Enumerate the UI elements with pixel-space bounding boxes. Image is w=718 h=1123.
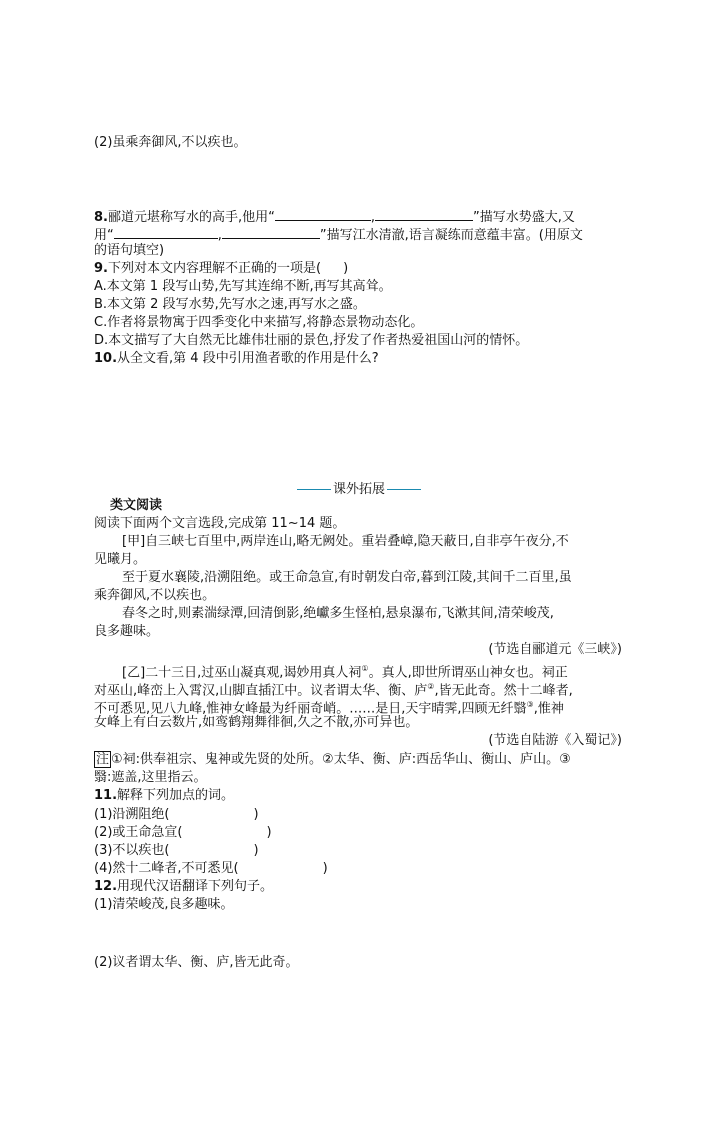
q9-option-a: A.本文第 1 段写山势,先写其连绵不断,再写其高耸。 bbox=[94, 279, 392, 294]
notes-label: 注 bbox=[96, 752, 110, 767]
passage-a-p2-line2: 乘奔御风,不以疾也。 bbox=[94, 588, 216, 603]
passage-b-line3-a: 不可悉见,见八九峰,惟神女峰最为纤丽奇峭。……是日,天宇晴霁,四顾无纤翳 bbox=[94, 701, 527, 717]
passage-b-line1-a: [乙]二十三日,过巫山凝真观,谒妙用真人祠 bbox=[122, 665, 362, 681]
section-subtitle: 类文阅读 bbox=[110, 498, 163, 513]
q9-option-d: D.本文描写了大自然无比雄伟壮丽的景色,抒发了作者热爱祖国山河的情怀。 bbox=[94, 333, 529, 348]
q8-text-c: ”描写水势盛大,又 bbox=[473, 210, 575, 225]
q8-text-d: 用“ bbox=[94, 228, 114, 243]
notes-line1 bbox=[94, 751, 571, 769]
section-title: 课外拓展 bbox=[332, 482, 385, 497]
section-rule-left bbox=[297, 489, 331, 490]
passage-a-p1-line2: 见曦月。 bbox=[94, 552, 147, 567]
section-heading bbox=[0, 478, 718, 497]
q9-stem-end: ) bbox=[343, 261, 349, 276]
passage-a-p3-line2: 良多趣味。 bbox=[94, 624, 160, 639]
q9-option-c: C.作者将景物寓于四季变化中来描写,将静态景物动态化。 bbox=[94, 315, 424, 330]
section-intro: 阅读下面两个文言选段,完成第 11~14 题。 bbox=[94, 516, 346, 531]
q11-item-1 bbox=[94, 806, 259, 824]
q8-number: 8. bbox=[94, 210, 108, 225]
q8-line-3: 的语句填空) bbox=[94, 243, 165, 258]
notes-line2: 翳:遮盖,这里指云。 bbox=[94, 770, 207, 785]
passage-b-line4: 女峰上有白云数片,如鸾鹤翔舞徘徊,久之不散,亦可异也。 bbox=[94, 715, 419, 730]
notes-text-1: ①祠:供奉祖宗、鬼神或先贤的处所。②太华、衡、庐:西岳华山、衡山、庐山。③ bbox=[111, 752, 571, 767]
passage-a-source: (节选自郦道元《三峡》) bbox=[488, 642, 622, 657]
q7-sentence-2: (2)虽乘奔御风,不以疾也。 bbox=[94, 135, 247, 150]
q10-number: 10. bbox=[94, 351, 118, 366]
q8-line-2 bbox=[94, 225, 583, 245]
q8-blank-3[interactable] bbox=[114, 225, 218, 239]
q9-stem bbox=[94, 260, 348, 278]
q8-line-1 bbox=[94, 207, 575, 227]
passage-b-line2-b: ,皆无此奇。然十二峰者, bbox=[434, 683, 573, 699]
q12-item-2: (2)议者谓太华、衡、庐,皆无此奇。 bbox=[94, 955, 299, 970]
q9-stem-text: 下列对本文内容理解不正确的一项是( bbox=[107, 261, 322, 276]
q10-text: 从全文看,第 4 段中引用渔者歌的作用是什么? bbox=[117, 351, 379, 366]
q8-blank-4[interactable] bbox=[222, 225, 320, 239]
passage-b-line2-a: 对巫山,峰峦上入霄汉,山脚直插江中。议者谓太华、衡、庐 bbox=[94, 683, 428, 699]
passage-a-p2-line1: 至于夏水襄陵,沿溯阻绝。或王命急宣,有时朝发白帝,暮到江陵,其间千二百里,虽 bbox=[122, 570, 572, 585]
q8-comma-1: , bbox=[370, 210, 375, 225]
q11-item-4-text: (4)然十二峰者,不可悉见( bbox=[94, 861, 239, 876]
footnote-ref-1: ① bbox=[361, 664, 369, 673]
q11-item-3-end: ) bbox=[253, 843, 259, 858]
passage-b-source: (节选自陆游《入蜀记》) bbox=[488, 733, 622, 748]
q11-item-2 bbox=[94, 824, 272, 842]
passage-b-line1-b: 。真人,即世所谓巫山神女也。祠正 bbox=[368, 665, 568, 681]
q9-number: 9. bbox=[94, 261, 108, 276]
q11-stem bbox=[94, 787, 234, 805]
q11-item-1-text: (1)沿溯阻绝( bbox=[94, 807, 170, 822]
q12-stem bbox=[94, 878, 273, 896]
q11-item-2-end: ) bbox=[266, 825, 272, 840]
q8-comma-2: , bbox=[217, 228, 222, 243]
q12-stem-text: 用现代汉语翻译下列句子。 bbox=[117, 879, 274, 894]
q8-text-f: ”描写江水清澈,语言凝练而意蕴丰富。(用原文 bbox=[319, 228, 583, 243]
q12-number: 12. bbox=[94, 879, 118, 894]
footnote-ref-3: ③ bbox=[526, 700, 534, 709]
q8-text-a: 郦道元堪称写水的高手,他用“ bbox=[107, 210, 275, 225]
q10-question bbox=[94, 350, 379, 368]
q12-item-1: (1)清荣峻茂,良多趣味。 bbox=[94, 897, 234, 912]
q11-item-4-end: ) bbox=[322, 861, 328, 876]
passage-a-p3-line1: 春冬之时,则素湍绿潭,回清倒影,绝巘多生怪柏,悬泉瀑布,飞漱其间,清荣峻茂, bbox=[122, 606, 554, 621]
q11-item-3-text: (3)不以疾也( bbox=[94, 843, 170, 858]
q11-item-1-end: ) bbox=[253, 807, 259, 822]
q11-stem-text: 解释下列加点的词。 bbox=[117, 788, 235, 803]
q11-item-4 bbox=[94, 860, 328, 878]
passage-a-p1-line1: [甲]自三峡七百里中,两岸连山,略无阙处。重岩叠嶂,隐天蔽日,自非亭午夜分,不 bbox=[122, 534, 569, 549]
section-rule-right bbox=[387, 489, 421, 490]
footnote-ref-2: ② bbox=[427, 682, 435, 691]
q11-item-2-text: (2)或王命急宣( bbox=[94, 825, 183, 840]
q8-blank-2[interactable] bbox=[375, 207, 473, 221]
q9-option-b: B.本文第 2 段写水势,先写水之速,再写水之盛。 bbox=[94, 297, 366, 312]
q11-number: 11. bbox=[94, 788, 118, 803]
q8-blank-1[interactable] bbox=[275, 207, 371, 221]
passage-b-line3-b: ,惟神 bbox=[533, 701, 564, 717]
q11-item-3 bbox=[94, 842, 259, 860]
